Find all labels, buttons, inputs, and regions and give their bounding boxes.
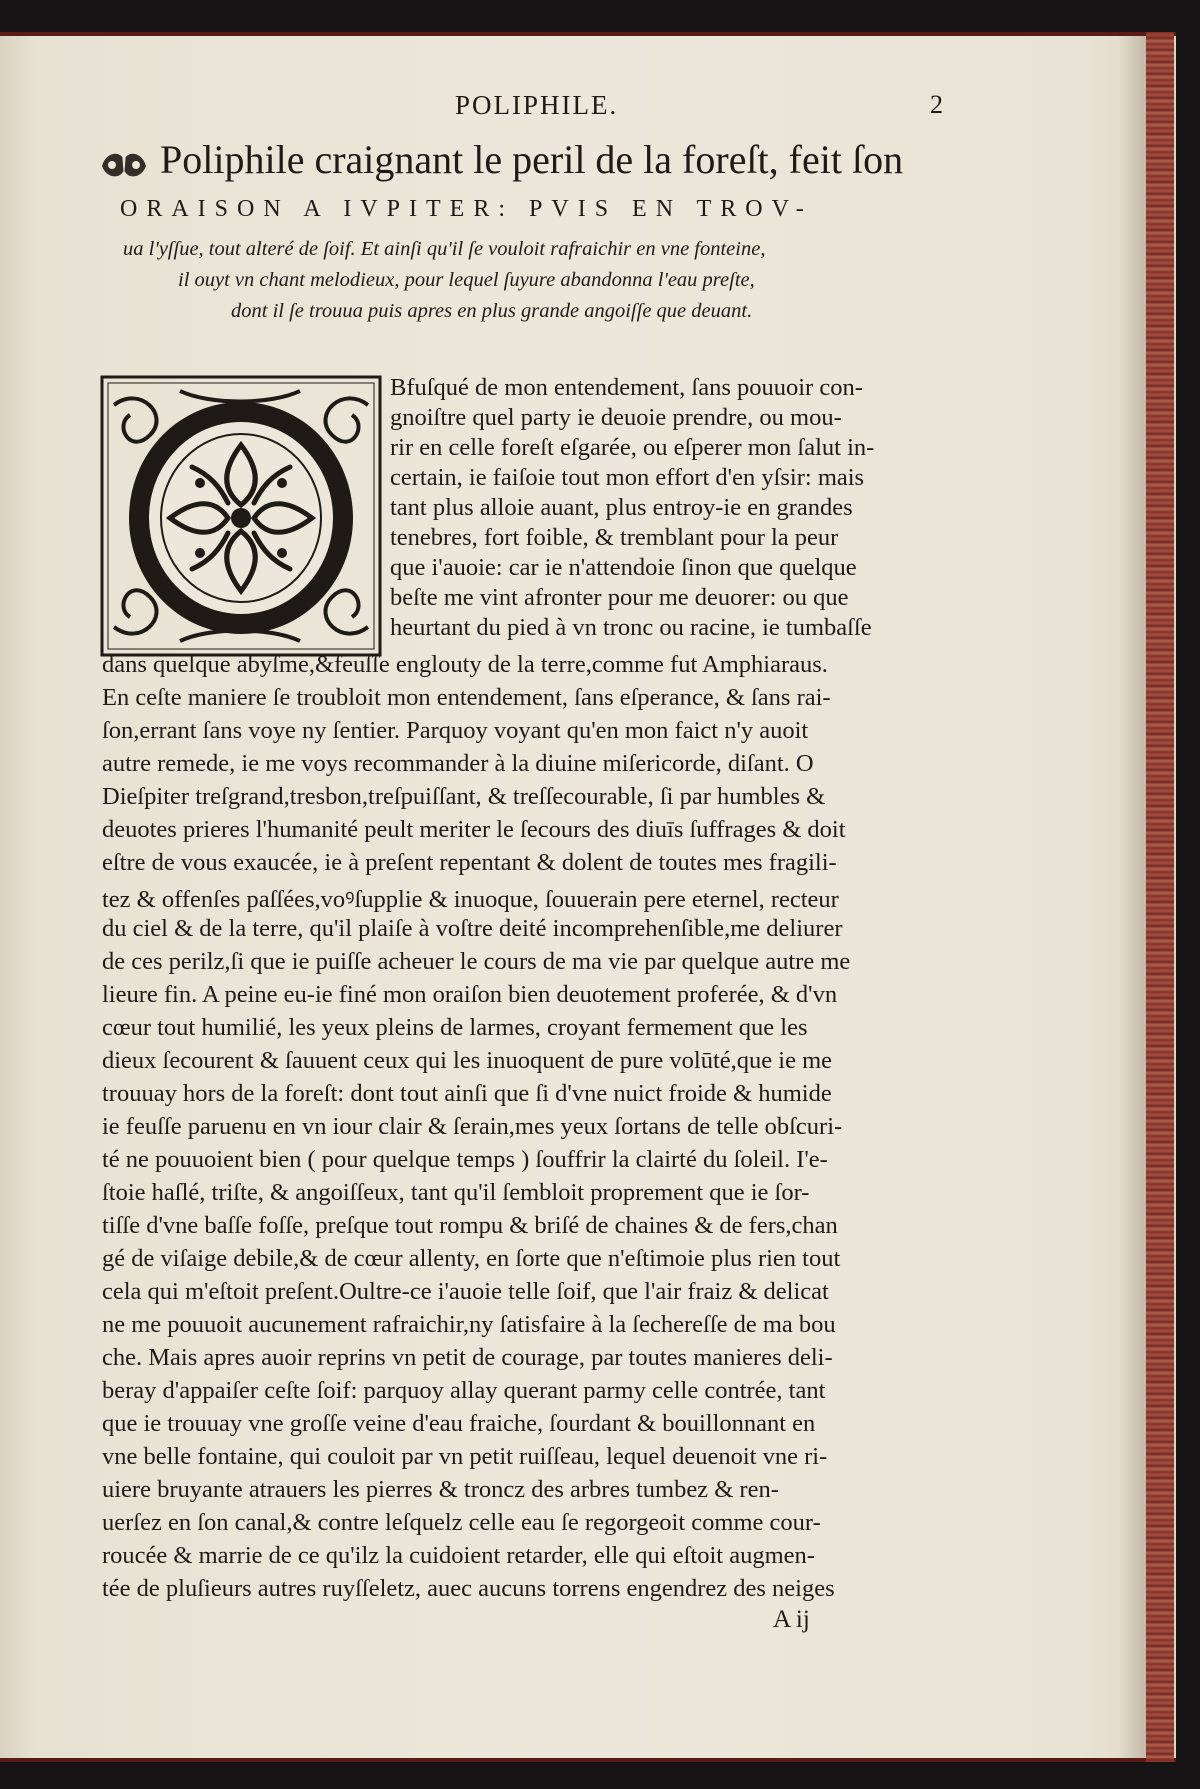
- text-line: ie feuſſe paruenu en vn iour clair & ſerain,mes yeux ſortans de telle obſcuri-: [102, 1113, 843, 1140]
- text-line: tée de pluſieurs autres ruyſſeletz, auec aucuns torrens engendrez des neiges: [102, 1575, 835, 1602]
- text-line: Dieſpiter treſgrand,tresbon,treſpuiſſant, & treſſecourable, ſi par humbles &: [102, 783, 826, 810]
- ornamental-initial-O-icon: [100, 375, 382, 657]
- text-line: heurtant du pied à vn tronc ou racine, ie tumbaſſe: [390, 614, 872, 641]
- text-line: uiere bruyante atrauers les pierres & troncz des arbres tumbez & ren-: [102, 1476, 779, 1503]
- heading-title-line: Poliphile craignant le peril de la foreſt, feit ſon: [160, 137, 904, 182]
- heading-caps-line: ORAISON A IVPITER: PVIS EN TROV-: [120, 196, 813, 222]
- text-line: trouuay hors de la foreſt: dont tout ainſi que ſi d'vne nuict froide & humide: [102, 1080, 832, 1107]
- text-line: beſte me vint afronter pour me deuorer: ou que: [390, 584, 849, 611]
- text-line: tenebres, fort foible, & tremblant pour la peur: [390, 524, 839, 551]
- text-line: ſtoie haſlé, triſte, & angoiſſeux, tant qu'il ſembloit proprement que ie ſor-: [102, 1179, 810, 1206]
- text-line: tez & offenſes paſſées,voꝰſupplie & inuoque, ſouuerain pere eternel, recteur: [102, 886, 839, 913]
- text-line: Bfuſqué de mon entendement, ſans pouuoir con-: [390, 374, 863, 401]
- text-line: certain, ie faiſoie tout mon effort d'en yſsir: mais: [390, 464, 865, 491]
- running-title: POLIPHILE.: [455, 90, 619, 120]
- fleuron-icon: [98, 146, 150, 184]
- text-line: du ciel & de la terre, qu'il plaiſe à voſtre deité incomprehenſible,me deliurer: [102, 915, 843, 942]
- heading-italic-line: dont il ſe trouua puis apres en plus grande angoiſſe que deuant.: [231, 300, 753, 322]
- heading-italic-line: il ouyt vn chant melodieux, pour lequel ſuyure abandonna l'eau preſte,: [178, 269, 755, 291]
- text-line: che. Mais apres auoir reprins vn petit de courage, par toutes manieres deli-: [102, 1344, 833, 1371]
- text-line: tant plus alloie auant, plus entroy-ie en grandes: [390, 494, 853, 521]
- text-line: autre remede, ie me voys recommander à la diuine miſericorde, diſant. O: [102, 750, 814, 777]
- folio-number: 2: [930, 90, 943, 119]
- text-line: beray d'appaiſer ceſte ſoif: parquoy allay querant parmy celle contrée, tant: [102, 1377, 826, 1404]
- text-line: gnoiſtre quel party ie deuoie prendre, ou mou-: [390, 404, 842, 431]
- catchword-signature: A ij: [773, 1606, 810, 1633]
- page-edge-shadow: [1118, 36, 1146, 1758]
- text-line: gé de viſaige debile,& de cœur allenty, en ſorte que n'eſtimoie plus rien tout: [102, 1245, 841, 1272]
- text-line: vne belle fontaine, qui couloit par vn petit ruiſſeau, lequel deuenoit vne ri-: [102, 1443, 828, 1470]
- text-line: que i'auoie: car ie n'attendoie ſinon que quelque: [390, 554, 857, 581]
- text-line: cela qui m'eſtoit preſent.Oultre-ce i'auoie telle ſoif, que l'air fraiz & delicat: [102, 1278, 829, 1305]
- text-line: ſon,errant ſans voye ny ſentier. Parquoy voyant qu'en mon faict n'y auoit: [102, 717, 809, 744]
- running-head: [0, 88, 1176, 128]
- text-line: eſtre de vous exaucée, ie à preſent repentant & dolent de toutes mes fragili-: [102, 849, 837, 876]
- text-line: dans quelque abyſme,&feuſſe englouty de la terre,comme fut Amphiaraus.: [102, 651, 828, 678]
- text-line: de ces perilz,ſi que ie puiſſe acheuer le cours de ma vie par quelque autre me: [102, 948, 851, 975]
- text-line: lieure fin. A peine eu-ie finé mon oraiſon bien deuotement proferée, & d'vn: [102, 981, 838, 1008]
- text-line: ne me pouuoit aucunement rafraichir,ny ſatisfaire à la ſechereſſe de ma bou: [102, 1311, 836, 1338]
- text-line: dieux ſecourent & ſauuent ceux qui les inuoquent de pure volūté,que ie me: [102, 1047, 833, 1074]
- gilt-page-edge: [1146, 32, 1174, 1762]
- text-line: rir en celle foreſt eſgarée, ou eſperer mon ſalut in-: [390, 434, 875, 461]
- text-line: tiſſe d'vne baſſe foſſe, preſque tout rompu & briſé de chaines & de fers,chan: [102, 1212, 838, 1239]
- text-line: que ie trouuay vne groſſe veine d'eau fraiche, ſourdant & bouillonnant en: [102, 1410, 816, 1437]
- text-line: En ceſte maniere ſe troubloit mon entendement, ſans eſperance, & ſans rai-: [102, 684, 831, 711]
- text-line: cœur tout humilié, les yeux pleins de larmes, croyant fermement que les: [102, 1014, 808, 1041]
- heading-italic-line: ua l'yſſue, tout alteré de ſoif. Et ainſi qu'il ſe vouloit rafraichir en vne fonteine,: [123, 238, 766, 260]
- text-line: deuotes prieres l'humanité peult meriter le ſecours des diuīs ſuffrages & doit: [102, 816, 846, 843]
- text-line: roucée & marrie de ce qu'ilz la cuidoient retarder, elle qui eſtoit augmen-: [102, 1542, 815, 1569]
- text-line: uerſez en ſon canal,& contre leſquelz celle eau ſe regorgeoit comme cour-: [102, 1509, 821, 1536]
- text-line: té ne pouuoient bien ( pour quelque temps ) ſouffrir la clairté du ſoleil. I'e-: [102, 1146, 828, 1173]
